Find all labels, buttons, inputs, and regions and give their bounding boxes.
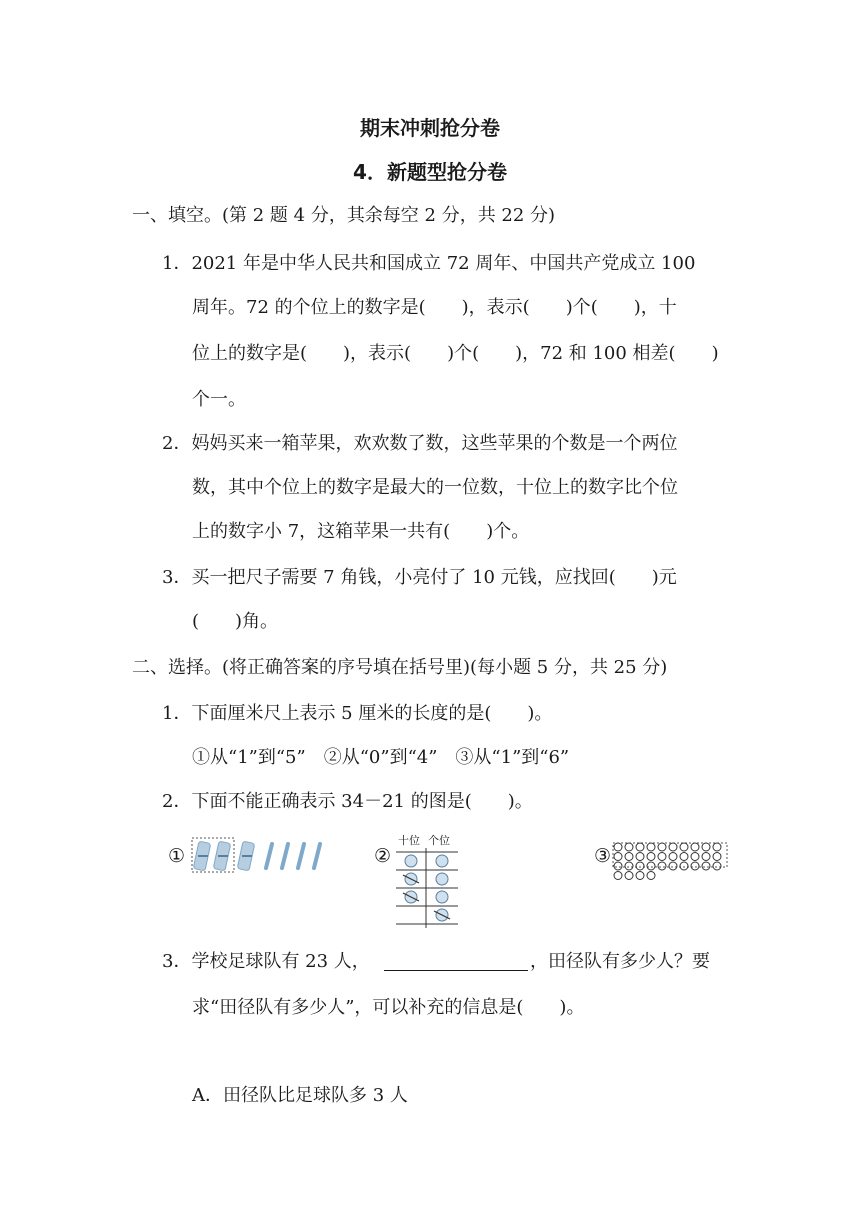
circle-26: [669, 862, 677, 870]
circle-33: [636, 872, 644, 880]
circle-9: [702, 843, 710, 851]
answer-blank-line: [384, 970, 528, 971]
circle-11: [614, 853, 622, 861]
s1-q3-line2: ( )角。: [192, 611, 279, 632]
circle-12: [625, 853, 633, 861]
circle-31: [614, 872, 622, 880]
s1-q2-line3: 上的数字小 7，这箱苹果一共有( )个。: [192, 521, 530, 542]
circle-22: [625, 862, 633, 870]
page-title: 期末冲刺抢分卷: [360, 116, 500, 140]
bundle-1: [193, 841, 211, 871]
circle-7: [680, 843, 688, 851]
circle-27: [680, 862, 688, 870]
section1-heading: 一、填空。(第 2 题 4 分，其余每空 2 分，共 22 分): [132, 205, 556, 226]
circle-23: [636, 862, 644, 870]
circle-24: [647, 862, 655, 870]
s1-q1-line1: 1．2021 年是中华人民共和国成立 72 周年、中国共产党成立 100: [162, 253, 696, 274]
s2-q3-line1b: ，田径队有多少人？要: [530, 951, 710, 972]
circle-32: [625, 872, 633, 880]
circle-18: [691, 853, 699, 861]
figure1-label: ①: [168, 845, 186, 867]
circle-19: [702, 853, 710, 861]
circle-2: [625, 843, 633, 851]
circle-20: [713, 853, 721, 861]
circle-15: [658, 853, 666, 861]
s1-q1-line3: 位上的数字是( )，表示( )个( )，72 和 100 相差( ): [192, 343, 719, 364]
bundle-2: [213, 841, 231, 871]
sticks-illustration: [190, 836, 360, 876]
circle-30: [713, 862, 721, 870]
figure2-label: ②: [374, 845, 392, 867]
bundle-3: [237, 841, 255, 871]
circle-34: [647, 872, 655, 880]
s1-q3-line1: 3．买一把尺子需要 7 角钱，小亮付了 10 元钱，应找回( )元: [162, 567, 677, 588]
s2-q2-line1: 2．下面不能正确表示 34－21 的图是( )。: [162, 791, 533, 812]
s1-q1-line4: 个一。: [192, 389, 246, 410]
circle-28: [691, 862, 699, 870]
circles-grid: [612, 842, 732, 890]
circle-14: [647, 853, 655, 861]
s2-q3-line1a: 3．学校足球队有 23 人，: [162, 951, 370, 972]
circle-17: [680, 853, 688, 861]
s2-q1-options: ①从“1”到“5” ②从“0”到“4” ③从“1”到“6”: [192, 747, 570, 768]
tens-bead-1: [405, 855, 417, 867]
ones-bead-2: [436, 873, 448, 885]
section2-heading: 二、选择。(将正确答案的序号填在括号里)(每小题 5 分，共 25 分): [132, 657, 668, 678]
circle-21: [614, 862, 622, 870]
circle-3: [636, 843, 644, 851]
s1-q1-line2: 周年。72 的个位上的数字是( )，表示( )个( )，十: [192, 297, 677, 318]
circle-4: [647, 843, 655, 851]
ones-header: 个位: [428, 834, 450, 847]
s1-q2-line2: 数，其中个位上的数字是最大的一位数，十位上的数字比个位: [192, 477, 678, 498]
circle-10: [713, 843, 721, 851]
single-sticks: [266, 844, 320, 868]
circle-1: [614, 843, 622, 851]
circle-5: [658, 843, 666, 851]
figure3-label: ③: [594, 845, 612, 867]
circle-16: [669, 853, 677, 861]
tens-header: 十位: [398, 834, 420, 847]
ones-bead-3: [436, 891, 448, 903]
s2-q3-line2: 求“田径队有多少人”，可以补充的信息是( )。: [192, 997, 585, 1018]
ones-bead-1: [436, 855, 448, 867]
circle-8: [691, 843, 699, 851]
place-value-chart: [392, 848, 478, 948]
page-subtitle: 4．新题型抢分卷: [353, 160, 507, 184]
circle-25: [658, 862, 666, 870]
circle-29: [702, 862, 710, 870]
s2-q1-line1: 1．下面厘米尺上表示 5 厘米的长度的是( )。: [162, 703, 553, 724]
s2-q3-optionA: A．田径队比足球队多 3 人: [192, 1085, 408, 1106]
s1-q2-line1: 2．妈妈买来一箱苹果，欢欢数了数，这些苹果的个数是一个两位: [162, 433, 678, 454]
circle-13: [636, 853, 644, 861]
circle-6: [669, 843, 677, 851]
